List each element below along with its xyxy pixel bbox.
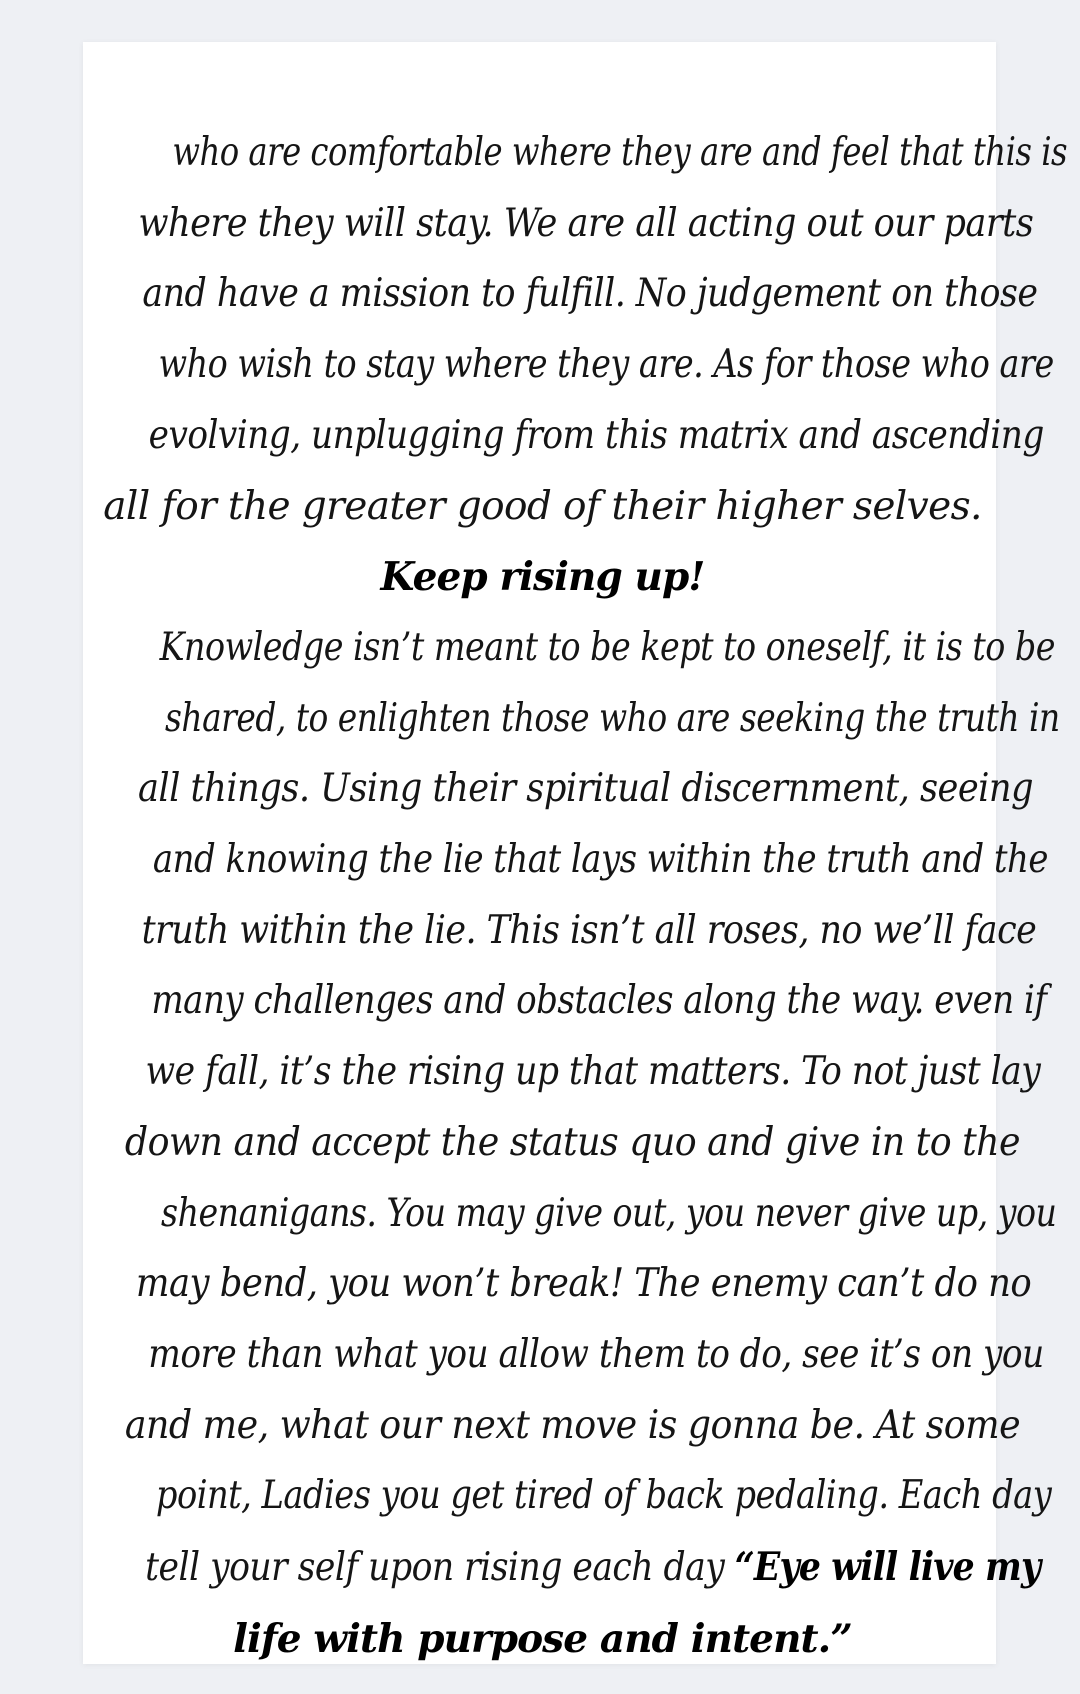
text-line: point, Ladies you get tired of back pedaling. Each day [155,1473,1052,1519]
text-line: Knowledge isn’t meant to be kept to oneself, it is to be [159,624,1055,670]
text-line: may bend, you won’t break! The enemy can’t do no [135,1261,1032,1307]
quote-emphasis-start: “Eye will live my [734,1544,1041,1591]
text-line: all for the greater good of their higher selves. [103,483,982,529]
text-line: more than what you allow them to do, see it’s on you [148,1331,1044,1377]
text-line: evolving, unplugging from this matrix and ascending [148,412,1044,458]
text-line: many challenges and obstacles along the way. even if [151,978,1047,1024]
text-line: who are comfortable where they are and feel that this is [172,130,1068,175]
text-line: all things. Using their spiritual discernment, seeing [137,766,1034,812]
heading-keep-rising-up: Keep rising up! [380,554,705,601]
page-card [83,42,1068,1664]
handwritten-text-block [95,118,1068,1674]
text-line: and knowing the lie that lays within the truth and the [152,837,1048,883]
text-line: truth within the lie. This isn’t all roses, no we’ll face [141,907,1037,953]
text-line: and me, what our next move is gonna be. At some [124,1402,1021,1448]
text-line: and have a mission to fulfill. No judgement on those [142,271,1038,317]
text-line-mixed [145,1532,1041,1604]
quote-emphasis-end: life with purpose and intent.” [233,1615,852,1662]
text-line: who wish to stay where they are. As for those who are [158,342,1054,388]
text-line: shared, to enlighten those who are seeking the truth in [165,695,1060,741]
text-line: we fall, it’s the rising up that matters. To not just lay [145,1049,1041,1095]
text-line-fragment: tell your self upon rising each day [145,1545,735,1591]
text-line: down and accept the status quo and give in to the [124,1119,1021,1165]
text-line: shenanigans. You may give out, you never give up, you [161,1190,1057,1236]
text-line: where they will stay. We are all acting out our parts [138,200,1034,246]
